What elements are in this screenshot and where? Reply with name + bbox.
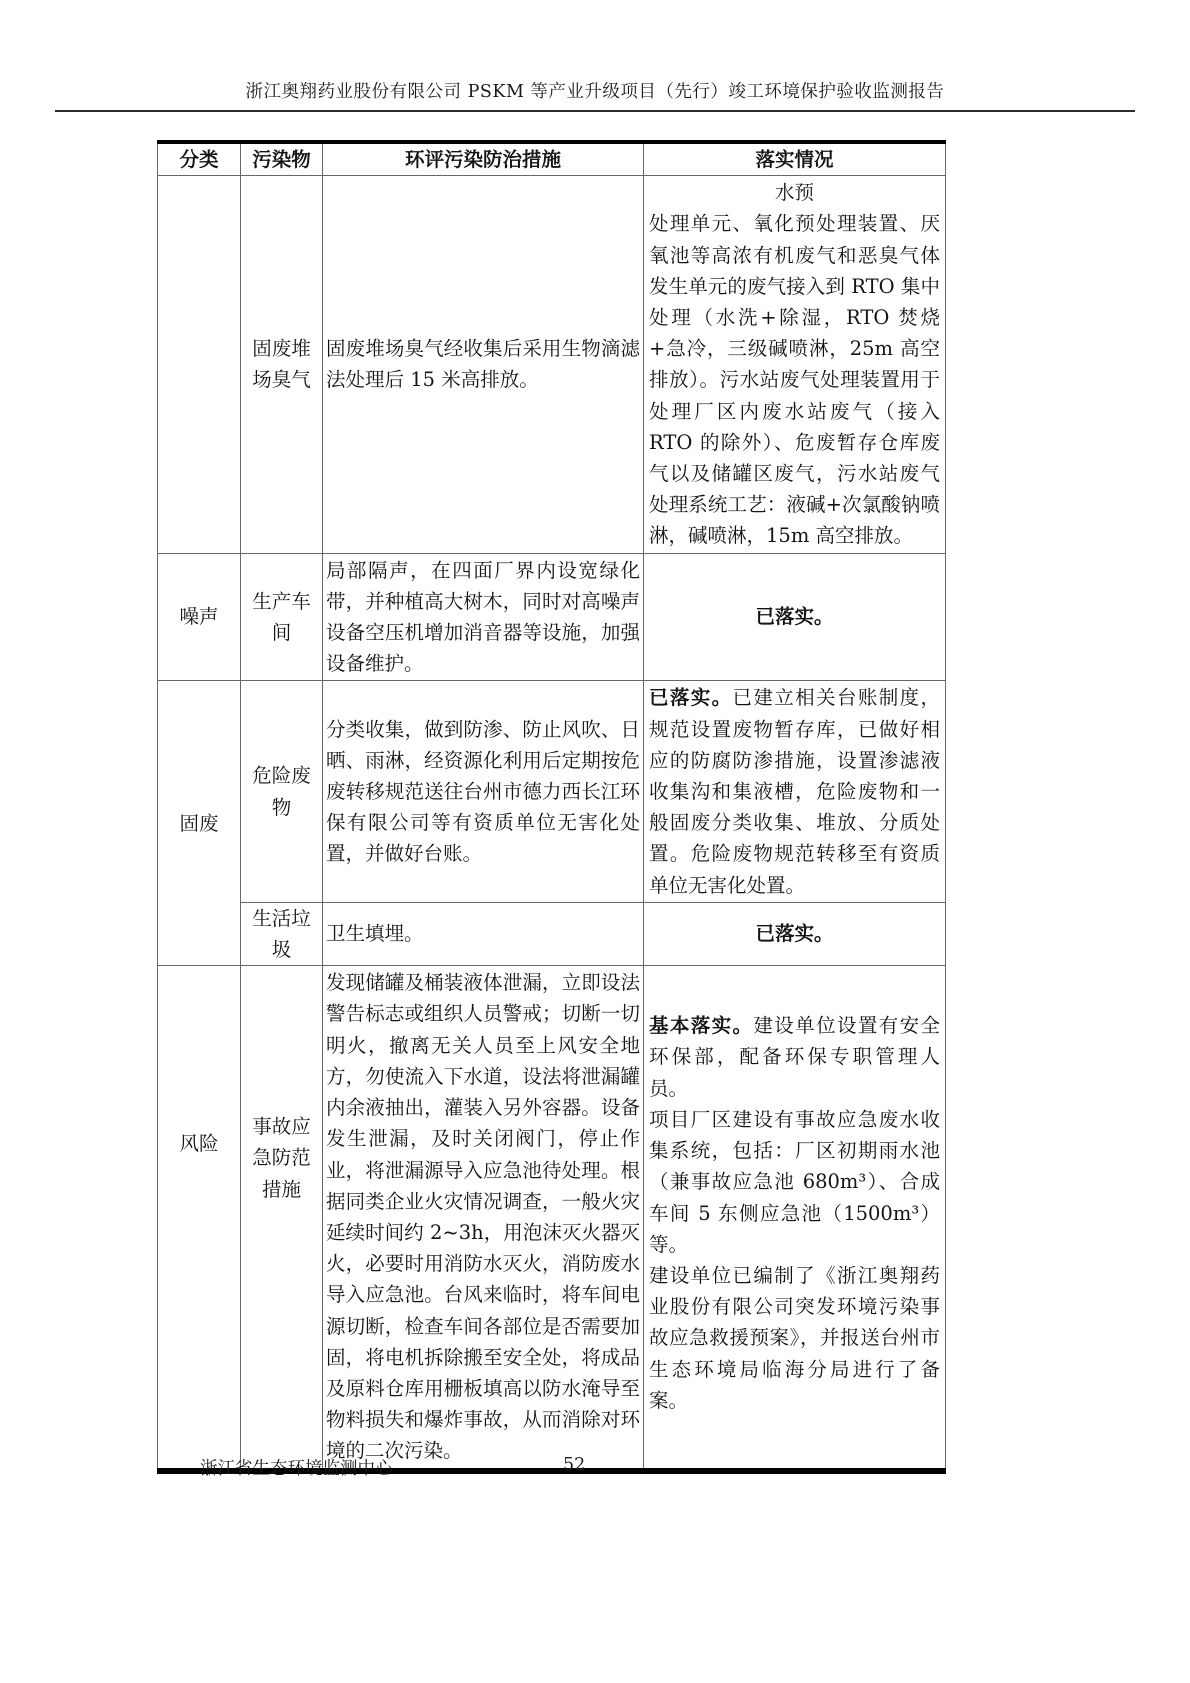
status-text: 建设单位已编制了《浙江奥翔药业股份有限公司突发环境污染事故应急救援预案》，并报送台州市生态环境局临海分局进行了备案。: [649, 1263, 940, 1412]
status-verdict: 已落实。: [649, 686, 733, 710]
status-cell: 已落实。: [644, 553, 946, 681]
status-carryover-line: 水预: [774, 181, 814, 205]
footer-page-number: 52: [563, 1455, 586, 1475]
table-row: [158, 902, 946, 965]
pollutant-cell: 固废堆场臭气: [241, 176, 323, 553]
category-cell: [158, 176, 241, 553]
col-header-measure: 环评污染防治措施: [323, 142, 644, 176]
measure-cell: 局部隔声，在四面厂界内设宽绿化带，并种植高大树木，同时对高噪声设备空压机增加消音器等设施，加强设备维护。: [323, 553, 644, 681]
status-text: 已落实。已建立相关台账制度，规范设置废物暂存库，已做好相应的防腐防渗措施，设置渗滤液收集沟和集液槽，危险废物和一般固废分类收集、堆放、分质处置。危险废物规范转移至有资质单位无害化处置。: [649, 686, 940, 897]
status-verdict: 基本落实。: [649, 1014, 754, 1038]
table-row: [158, 681, 946, 902]
col-header-pollutant: 污染物: [241, 142, 323, 176]
status-cell: [644, 176, 946, 553]
table-header-row: [158, 142, 946, 176]
col-header-category: 分类: [158, 142, 241, 176]
status-text: 处理单元、氧化预处理装置、厌氧池等高浓有机废气和恶臭气体发生单元的废气接入到 RTO 集中处理（水洗+除湿，RTO 焚烧+急冷，三级碱喷淋，25m 高空排放）。污水站废气处理装置用于处理厂区内废水站废气（接入 RTO 的除外）、危废暂存仓库废气以及储罐区废气，污水站废气处理系统工艺：液碱+次氯酸钠喷淋，碱喷淋，15m 高空排放。: [649, 212, 940, 548]
measure-cell: 卫生填埋。: [323, 902, 644, 965]
running-head-title: 浙江奥翔药业股份有限公司 PSKM 等产业升级项目（先行）竣工环境保护验收监测报告: [245, 82, 945, 102]
status-cell: 已落实。: [644, 902, 946, 965]
table-row: [158, 966, 946, 1471]
col-header-status: 落实情况: [644, 142, 946, 176]
pollutant-cell: 事故应急防范措施: [241, 966, 323, 1471]
measure-cell: 发现储罐及桶装液体泄漏，立即设法警告标志或组织人员警戒；切断一切明火，撤离无关人员至上风安全地方，勿使流入下水道，设法将泄漏罐内余液抽出，灌装入另外容器。设备发生泄漏，及时关闭阀门，停止作业，将泄漏源导入应急池待处理。根据同类企业火灾情况调查，一般火灾延续时间约 2~3h，用泡沫灭火器灭火，必要时用消防水灭火，消防废水导入应急池。台风来临时，将车间电源切断，检查车间各部位是否需要加固，将电机拆除搬至安全处，将成品及原料仓库用栅板填高以防水淹导至物料损失和爆炸事故，从而消除对环境的二次污染。: [323, 966, 644, 1471]
status-cell: [644, 681, 946, 902]
category-cell: 固废: [158, 681, 241, 966]
pollutant-cell: 危险废物: [241, 681, 323, 902]
measures-table: [157, 140, 946, 1474]
footer-organization: 浙江省生态环境监测中心: [200, 1459, 393, 1479]
measure-cell: 固废堆场臭气经收集后采用生物滴滤法处理后 15 米高排放。: [323, 176, 644, 553]
category-cell: 噪声: [158, 553, 241, 681]
status-text: 基本落实。建设单位设置有安全环保部，配备环保专职管理人员。: [649, 1014, 940, 1100]
table-row: [158, 553, 946, 681]
status-cell: [644, 966, 946, 1471]
status-text: 项目厂区建设有事故应急废水收集系统，包括：厂区初期雨水池（兼事故应急池 680m³）、合成车间 5 东侧应急池（1500m³）等。: [649, 1107, 940, 1256]
pollutant-cell: 生产车间: [241, 553, 323, 681]
category-cell: 风险: [158, 966, 241, 1471]
pollutant-cell: 生活垃圾: [241, 902, 323, 965]
table-row: [158, 176, 946, 553]
running-head-rule: [55, 110, 1135, 112]
measure-cell: 分类收集，做到防渗、防止风吹、日晒、雨淋，经资源化利用后定期按危废转移规范送往台州市德力西长江环保有限公司等有资质单位无害化处置，并做好台账。: [323, 681, 644, 902]
